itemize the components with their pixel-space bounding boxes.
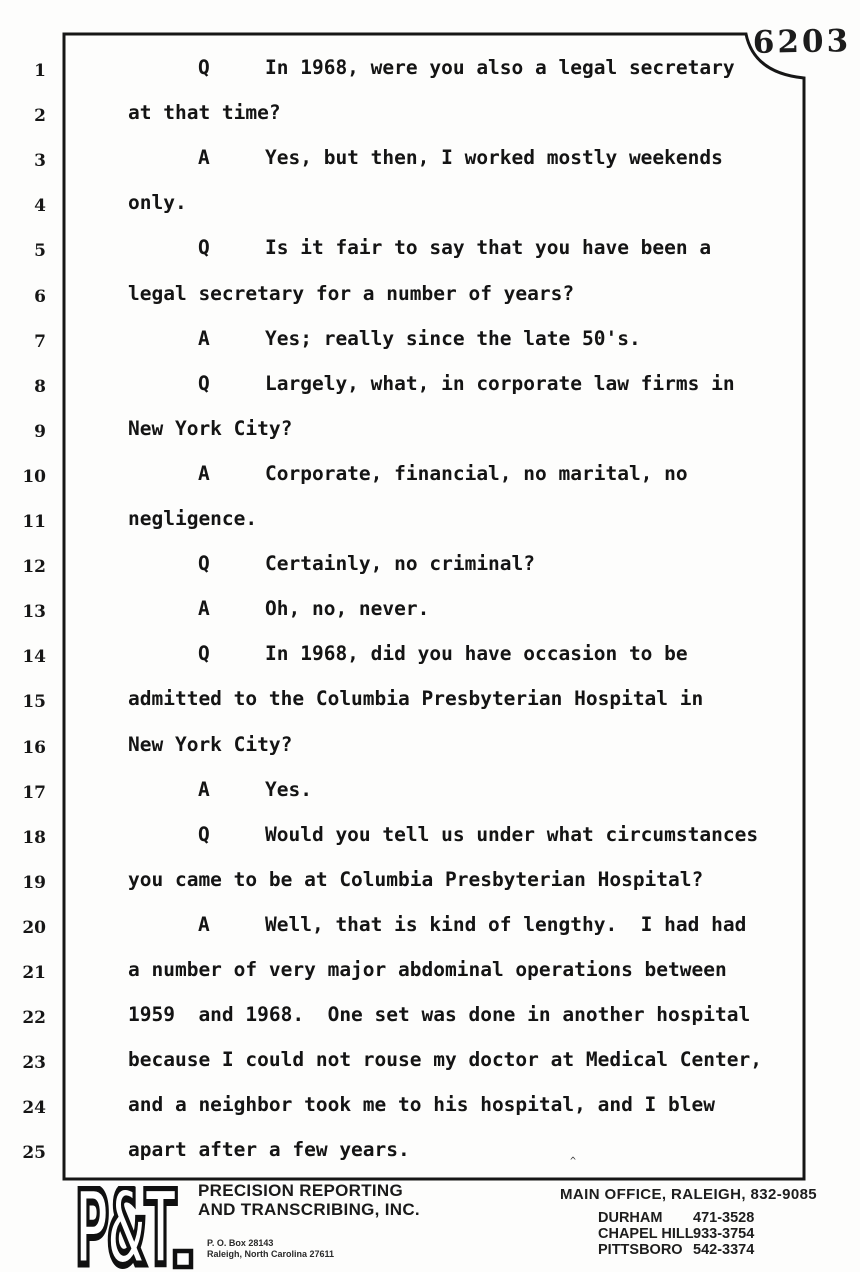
transcript-line-24 xyxy=(0,1092,856,1122)
line-number: 18 xyxy=(22,827,46,848)
logo-period-square xyxy=(175,1251,191,1267)
office-phone: 542-3374 xyxy=(693,1242,755,1258)
transcript-line-5 xyxy=(0,235,856,265)
transcript-line-23 xyxy=(0,1047,856,1077)
speaker-label: A xyxy=(198,461,210,485)
transcript-line-11 xyxy=(0,506,856,536)
office-phone: 471-3528 xyxy=(693,1210,755,1226)
line-number: 4 xyxy=(34,196,46,217)
line-number: 22 xyxy=(22,1008,46,1029)
line-number: 24 xyxy=(22,1098,46,1119)
transcript-line-18 xyxy=(0,822,856,852)
line-text: In 1968, did you have occasion to be xyxy=(265,642,688,666)
line-text: Yes, but then, I worked mostly weekends xyxy=(265,146,723,170)
line-text: apart after a few years. xyxy=(128,1138,410,1162)
line-text: Yes; really since the late 50's. xyxy=(265,326,641,350)
line-text: and a neighbor took me to his hospital, and I blew xyxy=(128,1093,715,1117)
speaker-label: A xyxy=(198,777,210,801)
line-number: 12 xyxy=(22,557,46,578)
branch-office-row xyxy=(598,1242,828,1258)
line-text: legal secretary for a number of years? xyxy=(128,281,575,305)
line-text: In 1968, were you also a legal secretary xyxy=(265,56,735,79)
line-number: 17 xyxy=(22,782,46,803)
line-text: admitted to the Columbia Presbyterian Hospital in xyxy=(128,687,704,711)
speaker-label: Q xyxy=(198,371,210,395)
line-text: Well, that is kind of lengthy. I had had xyxy=(265,912,747,936)
line-number: 6 xyxy=(34,286,46,307)
line-text: negligence. xyxy=(128,507,258,530)
line-number: 19 xyxy=(22,872,46,893)
line-text: Is it fair to say that you have been a xyxy=(265,236,712,260)
line-text: Certainly, no criminal? xyxy=(265,552,536,576)
transcript-line-25 xyxy=(0,1137,856,1167)
line-text: New York City? xyxy=(128,732,293,756)
speaker-label: A xyxy=(198,912,210,936)
transcript-line-16 xyxy=(0,732,856,762)
speaker-label: A xyxy=(198,326,210,350)
address-line1: P. O. Box 28143 xyxy=(207,1238,274,1248)
logo-letters: P&T xyxy=(74,1186,174,1272)
transcript-line-20 xyxy=(0,912,856,942)
branch-office-row xyxy=(598,1226,828,1242)
speaker-label: Q xyxy=(198,56,210,79)
main-office-phone: MAIN OFFICE, RALEIGH, 832-9085 xyxy=(560,1186,818,1203)
line-number: 11 xyxy=(22,512,46,532)
company-name-line1: PRECISION REPORTING xyxy=(198,1181,404,1200)
speaker-label: A xyxy=(198,597,210,621)
transcript-line-4 xyxy=(0,190,856,220)
office-phone: 933-3754 xyxy=(693,1226,755,1242)
transcript-line-8 xyxy=(0,371,856,401)
transcript-line-10 xyxy=(0,461,856,491)
transcript-line-7 xyxy=(0,326,856,356)
transcript-line-6 xyxy=(0,281,856,311)
line-number: 8 xyxy=(34,376,46,397)
line-text: Corporate, financial, no marital, no xyxy=(265,461,688,485)
transcript-line-19 xyxy=(0,867,856,897)
line-number: 1 xyxy=(34,61,46,81)
transcript-line-13 xyxy=(0,596,856,626)
line-number: 9 xyxy=(34,421,46,442)
office-city: PITTSBORO xyxy=(598,1242,683,1258)
line-text: only. xyxy=(128,191,187,215)
transcript-line-3 xyxy=(0,145,856,175)
company-address xyxy=(207,1238,334,1260)
company-name xyxy=(198,1181,420,1219)
transcript-line-2 xyxy=(0,100,856,130)
speaker-label: Q xyxy=(198,822,210,846)
transcript-line-21 xyxy=(0,957,856,987)
transcript-line-15 xyxy=(0,686,856,716)
company-name-line2: AND TRANSCRIBING, INC. xyxy=(198,1200,420,1219)
line-number: 25 xyxy=(22,1143,46,1164)
branch-office-row xyxy=(598,1210,828,1226)
line-number: 20 xyxy=(22,917,46,938)
scan-artifact-mark: ^ xyxy=(570,1156,577,1167)
line-number: 13 xyxy=(22,602,46,623)
line-text: New York City? xyxy=(128,416,293,440)
line-text: 1959 and 1968. One set was done in another hospital xyxy=(128,1003,751,1027)
line-number: 23 xyxy=(22,1053,46,1074)
page-number-stamp: 6203 xyxy=(752,23,852,61)
speaker-label: Q xyxy=(198,642,210,666)
office-city: CHAPEL HILL xyxy=(598,1226,694,1242)
transcript-line-9 xyxy=(0,416,856,446)
line-text: a number of very major abdominal operations between xyxy=(128,958,727,981)
line-text: Oh, no, never. xyxy=(265,597,430,621)
line-text: at that time? xyxy=(128,101,281,125)
office-city: DURHAM xyxy=(598,1210,663,1226)
line-number: 14 xyxy=(22,647,46,668)
address-line2: Raleigh, North Carolina 27611 xyxy=(207,1249,335,1259)
transcript-line-14 xyxy=(0,641,856,671)
speaker-label: Q xyxy=(198,236,210,260)
line-number: 5 xyxy=(34,241,46,262)
line-number: 3 xyxy=(34,151,46,172)
line-number: 7 xyxy=(34,331,46,352)
line-text: Largely, what, in corporate law firms in xyxy=(265,371,735,395)
speaker-label: A xyxy=(198,146,210,170)
transcript-line-1 xyxy=(0,55,856,85)
line-number: 15 xyxy=(22,692,46,713)
line-text: Yes. xyxy=(265,777,312,801)
transcript-line-12 xyxy=(0,551,856,581)
line-number: 16 xyxy=(22,737,46,758)
line-text: because I could not rouse my doctor at Medical Center, xyxy=(128,1048,762,1072)
line-number: 2 xyxy=(34,106,46,127)
line-number: 21 xyxy=(22,963,46,983)
transcript-line-17 xyxy=(0,777,856,807)
line-number: 10 xyxy=(22,466,46,487)
transcript-line-22 xyxy=(0,1002,856,1032)
line-text: Would you tell us under what circumstances xyxy=(265,822,759,846)
line-text: you came to be at Columbia Presbyterian Hospital? xyxy=(128,867,704,891)
speaker-label: Q xyxy=(198,552,210,576)
company-logo xyxy=(74,1186,198,1272)
